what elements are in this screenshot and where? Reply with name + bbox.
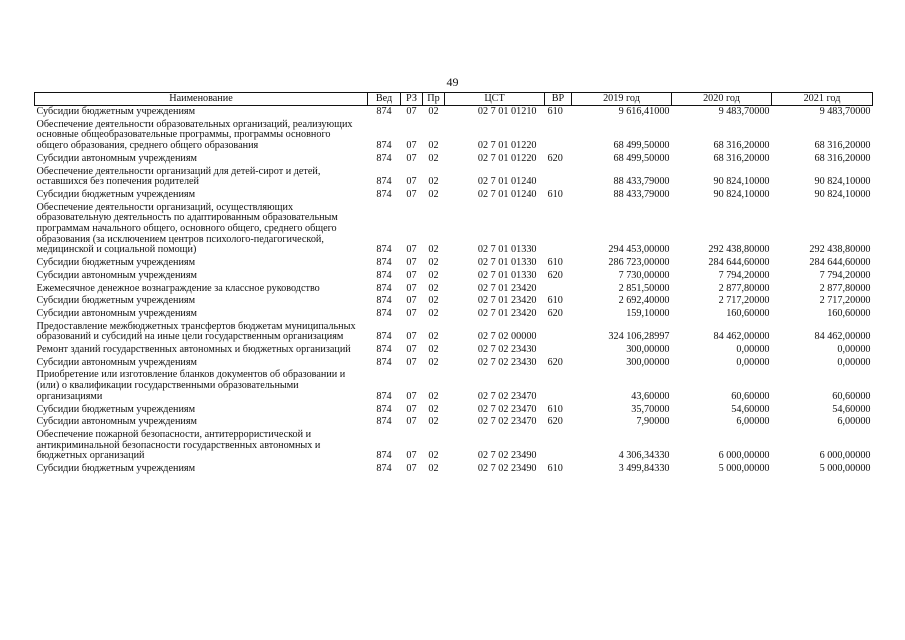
row-amount-2021: 2 717,20000: [819, 295, 871, 307]
row-vr: 610: [547, 463, 563, 475]
row-ved: 874: [376, 244, 392, 256]
row-pr: 02: [428, 356, 439, 368]
header-2020: 2020 год: [672, 93, 772, 106]
row-amount-2019: 7,90000: [636, 416, 670, 428]
table-row: [35, 202, 873, 258]
row-amount-2020: 9 483,70000: [718, 106, 770, 117]
header-rz: РЗ: [401, 93, 423, 106]
row-amount-2021: 68 316,20000: [814, 140, 871, 152]
row-rz: 07: [406, 295, 417, 307]
row-vr: 620: [547, 269, 563, 281]
row-vr: 620: [547, 416, 563, 428]
row-ved: 874: [376, 140, 392, 152]
row-amount-2019: 68 499,50000: [613, 152, 670, 164]
row-amount-2021: 284 644,60000: [809, 257, 871, 269]
row-amount-2021: 2 877,80000: [819, 282, 871, 294]
row-ved: 874: [376, 416, 392, 428]
row-cst: 02 7 02 23470: [477, 403, 537, 415]
row-amount-2021: 60,60000: [832, 390, 871, 402]
row-vr: [545, 283, 572, 296]
row-cst: 02 7 02 23490: [477, 450, 537, 462]
row-name: Субсидии бюджетным учреждениям: [36, 106, 196, 117]
row-name: Обеспечение пожарной безопасности, антитеррористической и антикриминальной безопасности государственных автономных и бюджетных организаций: [36, 428, 321, 462]
header-name: Наименование: [35, 93, 368, 106]
row-name: Обеспечение деятельности организаций, осуществляющих образовательную деятельность по адаптированным образовательным программам начального общего, основного общего, среднего общего образования (за исключением центров психолого-педагогической, медицинской и социальной помощи): [36, 201, 338, 256]
row-vr: [545, 202, 572, 258]
row-rz: 07: [406, 106, 417, 117]
row-amount-2019: 4 306,34330: [618, 450, 670, 462]
row-pr: 02: [428, 106, 439, 117]
row-rz: 07: [406, 463, 417, 475]
row-amount-2021: 84 462,00000: [814, 331, 871, 343]
header-ved: Вед: [368, 93, 401, 106]
row-pr: 02: [428, 416, 439, 428]
row-name: Приобретение или изготовление бланков документов об образовании и (или) о квалификации государственными образовательными организациями: [36, 369, 346, 402]
header-2021: 2021 год: [772, 93, 873, 106]
row-amount-2020: 6 000,00000: [718, 450, 770, 462]
row-amount-2020: 2 717,20000: [718, 295, 770, 307]
row-amount-2021: 7 794,20000: [819, 269, 871, 281]
row-pr: 02: [428, 152, 439, 164]
row-amount-2021: 68 316,20000: [814, 152, 871, 164]
row-pr: 02: [428, 188, 439, 200]
row-amount-2019: 88 433,79000: [613, 176, 670, 188]
page-number: 49: [446, 75, 459, 89]
header-cst: ЦСТ: [445, 93, 545, 106]
row-amount-2020: 0,00000: [736, 344, 770, 356]
row-vr: 620: [547, 356, 563, 368]
row-ved: 874: [376, 188, 392, 200]
row-cst: 02 7 02 23430: [477, 344, 537, 356]
row-cst: 02 7 01 01220: [477, 152, 537, 164]
row-name: Субсидии автономным учреждениям: [36, 152, 197, 164]
row-rz: 07: [406, 257, 417, 269]
row-cst: 02 7 01 23420: [477, 307, 537, 319]
row-rz: 07: [406, 188, 417, 200]
row-cst: 02 7 01 01240: [477, 188, 537, 200]
row-ved: 874: [376, 269, 392, 281]
row-amount-2021: 90 824,10000: [814, 176, 871, 188]
row-amount-2020: 6,00000: [736, 416, 770, 428]
row-cst: 02 7 01 01330: [477, 244, 537, 256]
row-amount-2019: 324 106,28997: [608, 331, 670, 343]
row-ved: 874: [376, 176, 392, 188]
row-vr: 620: [547, 152, 563, 164]
row-amount-2019: 286 723,00000: [608, 257, 670, 269]
row-ved: 874: [376, 463, 392, 475]
row-ved: 874: [376, 403, 392, 415]
row-ved: 874: [376, 307, 392, 319]
row-rz: 07: [406, 307, 417, 319]
row-name: Субсидии автономным учреждениям: [36, 416, 197, 428]
row-cst: 02 7 02 23490: [477, 463, 537, 475]
row-amount-2020: 2 877,80000: [718, 282, 770, 294]
row-amount-2019: 35,70000: [631, 403, 670, 415]
row-amount-2021: 160,60000: [827, 307, 871, 319]
row-name: Ремонт зданий государственных автономных и бюджетных организаций: [36, 344, 351, 356]
row-pr: 02: [428, 282, 439, 294]
row-rz: 07: [406, 282, 417, 294]
row-ved: 874: [376, 257, 392, 269]
table-row: [35, 257, 873, 270]
row-vr: 610: [547, 295, 563, 307]
table-row: [35, 404, 873, 417]
row-amount-2019: 3 499,84330: [618, 463, 670, 475]
row-name: Субсидии автономным учреждениям: [36, 307, 197, 319]
table-row: [35, 270, 873, 283]
row-amount-2019: 68 499,50000: [613, 140, 670, 152]
table-row: [35, 283, 873, 296]
row-cst: 02 7 01 01240: [477, 176, 537, 188]
row-vr: 620: [547, 307, 563, 319]
row-vr: 610: [547, 106, 563, 117]
header-pr: Пр: [423, 93, 445, 106]
row-name: Обеспечение деятельности организаций для детей-сирот и детей, оставшихся без попечения родителей: [36, 165, 321, 188]
row-pr: 02: [428, 450, 439, 462]
row-rz: 07: [406, 356, 417, 368]
row-amount-2020: 5 000,00000: [718, 463, 770, 475]
row-name: Субсидии бюджетным учреждениям: [36, 295, 196, 307]
row-amount-2019: 88 433,79000: [613, 188, 670, 200]
row-cst: 02 7 01 01210: [477, 106, 537, 117]
row-amount-2020: 54,60000: [731, 403, 770, 415]
row-amount-2020: 160,60000: [726, 307, 770, 319]
budget-table: [34, 92, 873, 476]
row-name: Обеспечение деятельности образовательных организаций, реализующих основные общеобразовательные программы, программы основного общего образования, среднего общего образования: [36, 118, 353, 152]
row-rz: 07: [406, 244, 417, 256]
row-amount-2019: 300,00000: [626, 356, 670, 368]
row-rz: 07: [406, 390, 417, 402]
header-2019: 2019 год: [572, 93, 672, 106]
row-pr: 02: [428, 269, 439, 281]
row-ved: 874: [376, 331, 392, 343]
row-rz: 07: [406, 176, 417, 188]
row-vr: [545, 166, 572, 189]
row-cst: 02 7 01 01220: [477, 140, 537, 152]
row-vr: [545, 429, 572, 463]
header-vr: ВР: [545, 93, 572, 106]
row-vr: [545, 321, 572, 344]
table-row: [35, 369, 873, 403]
row-amount-2019: 2 851,50000: [618, 282, 670, 294]
row-pr: 02: [428, 390, 439, 402]
row-cst: 02 7 02 23470: [477, 390, 537, 402]
row-pr: 02: [428, 344, 439, 356]
row-pr: 02: [428, 244, 439, 256]
row-amount-2021: 5 000,00000: [819, 463, 871, 475]
row-amount-2019: 9 616,41000: [618, 106, 670, 117]
row-amount-2019: 7 730,00000: [618, 269, 670, 281]
row-rz: 07: [406, 152, 417, 164]
row-rz: 07: [406, 344, 417, 356]
row-name: Субсидии автономным учреждениям: [36, 269, 197, 281]
row-amount-2021: 54,60000: [832, 403, 871, 415]
row-name: Предоставление межбюджетных трансфертов бюджетам муниципальных образований и субсидий на иные цели государственным организациям: [36, 320, 356, 343]
table-row: [35, 357, 873, 370]
table-header-row: [35, 93, 873, 106]
row-rz: 07: [406, 403, 417, 415]
row-amount-2020: 68 316,20000: [713, 152, 770, 164]
row-vr: [545, 119, 572, 153]
table-row: [35, 416, 873, 429]
table-row: [35, 295, 873, 308]
row-name: Субсидии бюджетным учреждениям: [36, 188, 196, 200]
row-ved: 874: [376, 450, 392, 462]
row-pr: 02: [428, 307, 439, 319]
row-name: Ежемесячное денежное вознаграждение за классное руководство: [36, 282, 320, 294]
row-ved: 874: [376, 356, 392, 368]
row-pr: 02: [428, 463, 439, 475]
row-pr: 02: [428, 295, 439, 307]
row-cst: 02 7 01 23420: [477, 282, 537, 294]
row-amount-2020: 284 644,60000: [708, 257, 770, 269]
row-vr: 610: [547, 403, 563, 415]
table-row: [35, 153, 873, 166]
row-cst: 02 7 02 23470: [477, 416, 537, 428]
row-pr: 02: [428, 331, 439, 343]
row-amount-2020: 292 438,80000: [708, 244, 770, 256]
row-pr: 02: [428, 176, 439, 188]
row-amount-2020: 60,60000: [731, 390, 770, 402]
row-ved: 874: [376, 106, 392, 117]
table-row: [35, 463, 873, 476]
row-amount-2021: 6,00000: [837, 416, 871, 428]
table-body: [35, 106, 873, 476]
row-amount-2021: 90 824,10000: [814, 188, 871, 200]
row-amount-2020: 68 316,20000: [713, 140, 770, 152]
row-name: Субсидии бюджетным учреждениям: [36, 257, 196, 269]
row-amount-2021: 0,00000: [837, 344, 871, 356]
row-cst: 02 7 02 23430: [477, 356, 537, 368]
row-ved: 874: [376, 390, 392, 402]
row-rz: 07: [406, 450, 417, 462]
row-ved: 874: [376, 344, 392, 356]
row-ved: 874: [376, 282, 392, 294]
row-amount-2020: 0,00000: [736, 356, 770, 368]
row-rz: 07: [406, 416, 417, 428]
row-cst: 02 7 01 01330: [477, 269, 537, 281]
row-vr: [545, 344, 572, 357]
row-amount-2019: 159,10000: [626, 307, 670, 319]
row-amount-2020: 90 824,10000: [713, 188, 770, 200]
row-amount-2020: 90 824,10000: [713, 176, 770, 188]
row-amount-2021: 0,00000: [837, 356, 871, 368]
table-row: [35, 189, 873, 202]
row-amount-2021: 292 438,80000: [809, 244, 871, 256]
row-amount-2019: 294 453,00000: [608, 244, 670, 256]
row-pr: 02: [428, 140, 439, 152]
row-name: Субсидии бюджетным учреждениям: [36, 403, 196, 415]
row-amount-2019: 43,60000: [631, 390, 670, 402]
row-rz: 07: [406, 269, 417, 281]
table-row: [35, 321, 873, 344]
table-row: [35, 106, 873, 119]
table-row: [35, 119, 873, 153]
row-pr: 02: [428, 403, 439, 415]
row-amount-2019: 300,00000: [626, 344, 670, 356]
row-vr: 610: [547, 257, 563, 269]
table-row: [35, 429, 873, 463]
row-name: Субсидии автономным учреждениям: [36, 356, 197, 368]
row-amount-2021: 9 483,70000: [819, 106, 871, 117]
row-rz: 07: [406, 140, 417, 152]
table-row: [35, 344, 873, 357]
table-row: [35, 166, 873, 189]
table-row: [35, 308, 873, 321]
row-ved: 874: [376, 295, 392, 307]
row-rz: 07: [406, 331, 417, 343]
row-cst: 02 7 01 01330: [477, 257, 537, 269]
row-vr: 610: [547, 188, 563, 200]
row-ved: 874: [376, 152, 392, 164]
row-cst: 02 7 01 23420: [477, 295, 537, 307]
row-amount-2020: 7 794,20000: [718, 269, 770, 281]
row-name: Субсидии бюджетным учреждениям: [36, 463, 196, 475]
row-cst: 02 7 02 00000: [477, 331, 537, 343]
row-amount-2020: 84 462,00000: [713, 331, 770, 343]
row-amount-2021: 6 000,00000: [819, 450, 871, 462]
row-amount-2019: 2 692,40000: [618, 295, 670, 307]
row-vr: [545, 369, 572, 403]
row-pr: 02: [428, 257, 439, 269]
